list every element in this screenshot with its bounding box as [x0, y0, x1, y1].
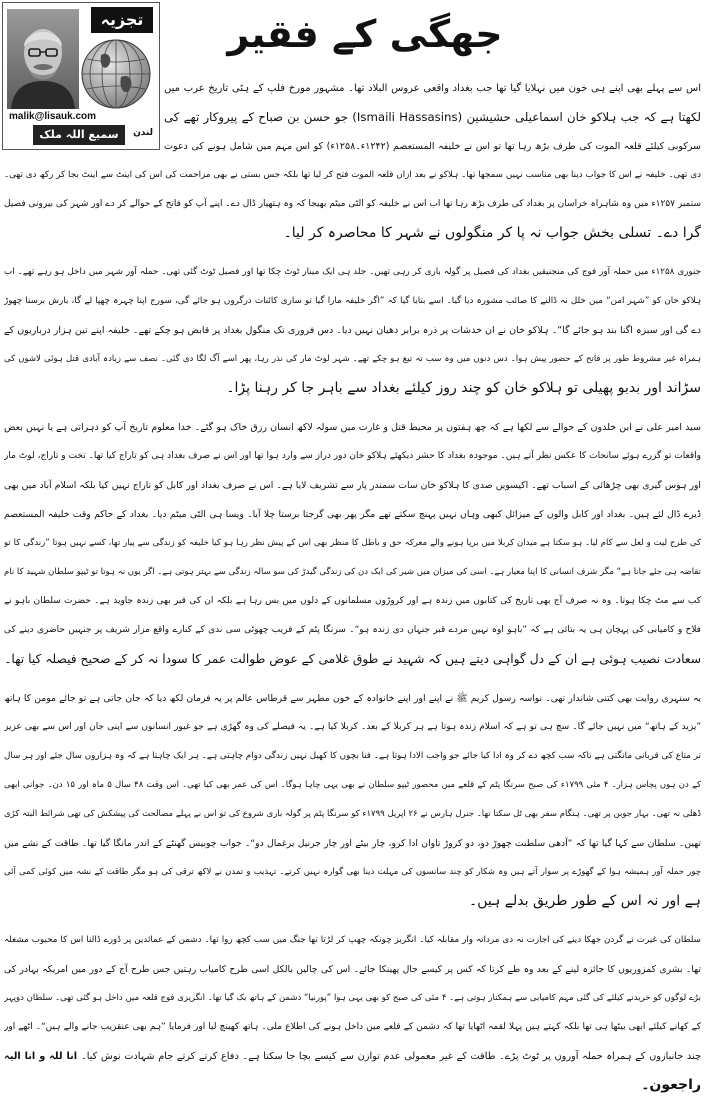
text-line: تھیں۔ سلطان سے کہا گیا تھا کہ ”آدھی سلطنت چھوڑ دو، دو کروڑ تاوان ادا کرو، چار بیٹے اور چار جرنیل یرغمال دو“۔ جواب چوبیس گھنٹے کے اندر مانگا گیا تھا۔ طاقت کے نشے میں	[4, 838, 701, 849]
text-line: کے کھانے کیلئے ابھی بیٹھا ہی تھا بلکہ کہتے ہیں پہلا لقمہ اٹھایا تھا کہ دشمن کے قلعے میں داخل ہونے کی اطلاع ملی۔ ہاتھ کھینچ لیا اور فرمایا ”ہم بھی عنقریب جانے والے ہیں“۔ اٹھے اور	[4, 1022, 701, 1032]
author-email: malik@lisauk.com	[9, 111, 97, 122]
paragraph-3	[4, 413, 701, 674]
text-line: ستمبر ۱۲۵۷ء میں وہ شاہراہ خراسان پر بغداد کی طرف بڑھ رہا تھا اب اس نے خلیفہ کو الٹی میٹم بھیجا کہ وہ ہتھیار ڈال دے۔ اپنے آپ کو فاتح کے حوالے کر دے اور شہر کی بیرونی فصیل	[4, 199, 701, 209]
text-line: سعادت نصیب ہوئی ہے ان کے دل گواہی دیتے ہیں کہ شہید نے طوق غلامی کے عوض طوالت عمر کا سودا نہ کر کے صحیح فیصلہ کیا تھا۔	[4, 652, 701, 666]
text-line: بڑے لوگوں کو خریدنے کیلئے کی گئی مہم کامیابی سے ہمکنار ہوتی ہے۔ ۴ مئی کی صبح کو بھی یہی ہوا ”پورنیا“ دشمن کے ہاتھ بک گیا تھا۔ انگریزی فوج قلعہ میں داخل ہو گئی تھی۔ سلطان دوپہر	[4, 993, 701, 1003]
text-line: فلاح و کامیابی کی پہچان ہی یہ بتائی ہے کہ ”باہو اوہ نہیں مردے قبر جنہاں دی زندہ ہو“۔ سرنگا پٹم کے قریب چھوٹی سی ندی کے کنارے واقع مزار شریف پر جنہیں حاضری دینے کی	[4, 625, 701, 635]
text-line: دے گی اور سبزہ اگنا بند ہو جائے گا“۔ ہلاکو خان نے ان خدشات پر ذرہ برابر دھیان نہیں دیا۔ دس فروری تک منگول بغداد پر قابض ہو چکے تھے۔ خلیفہ اپنے تین ہزار درباریوں کے	[4, 325, 701, 336]
text-line: سید امیر علی نے ابن خلدون کے حوالے سے لکھا ہے کہ چھ ہفتوں پر محیط قتل و غارت میں سولہ لاکھ انسان رزق خاک ہو گئے۔ خدا معلوم تاریخ آپ کو دہراتی ہے یا نہیں بعض	[4, 422, 701, 433]
text-line: ہمراہ غیر مشروط طور پر فاتح کے حضور پیش ہوا۔ دس دنوں میں وہ سب تہ تیغ ہو چکے تھے۔ شہر لوٹ مار کی نذر رہا، پھر اسے آگ لگا دی گئی۔ نصف سے زیادہ آبادی قتل ہوئی لاشوں کی	[4, 354, 701, 364]
closing-prayer-end: راجعون۔	[641, 1077, 701, 1093]
text-line: ڈیرے ڈال لئے ہیں۔ بغداد اور کابل والوں کے میزائل کبھی وہاں نہیں پہنچ سکتے تھے مگر پھر بھی گرجتا برستا چلا آیا۔ ویسا ہی الٹی میٹم دیا۔ بغداد کے حاکم وقت خلیفہ المستعصم	[4, 509, 701, 520]
text-line: جنوری ۱۲۵۸ء میں حملہ آور فوج کی منجنیقیں بغداد کی فصیل پر گولہ باری کر رہی تھیں۔ جلد ہی ایک مینار ٹوٹ چکا تھا اور فصیل ٹوٹ گئی تھی۔ حملہ آور شہر میں داخل ہو رہے تھے۔ اب	[4, 267, 701, 277]
paragraph-1	[4, 74, 701, 248]
text-line: کب سے مٹ چکا ہوتا۔ وہ نہ صرف آج بھی تاریخ کی کتابوں میں زندہ ہے اور کروڑوں مسلمانوں کے دلوں میں بس رہا ہے بلکہ ان کی قبر بھی زندہ جاوید ہے۔ حضرت سلطان باہو نے	[4, 596, 701, 606]
author-name: سمیع اللہ ملک	[33, 125, 125, 145]
text-line: اور ہوس گیری بھی چڑھائی کے اسباب تھے۔ اکیسویں صدی کا ہلاکو خان سات سمندر پار سے تشریف لایا ہے۔ اس نے صرف بغداد اور کابل کو تاراج نہیں کیا بلکہ اسلام آباد میں بھی	[4, 480, 701, 491]
column-tag: تجزیہ	[91, 7, 153, 33]
paragraph-4	[4, 684, 701, 916]
text-line: لکھتا ہے کہ جب ہلاکو خان اسماعیلی حشیشین (Ismaili Hassasins) جو حسن بن صباح کے پیروکار تھے کی	[164, 110, 701, 124]
text-line: ہلاکو خان کو ”شہر امن“ میں خلل نہ ڈالنے کا صائب مشورہ دیا گیا۔ اسے بتایا گیا کہ ”اگر خلیفہ مارا گیا تو ساری کائنات درگروں ہو جائے گی، سورج اپنا چہرہ چھپا لے گا، بارش برسنا چھوڑ	[4, 296, 701, 306]
final-line-text: چند جانبازوں کے ہمراہ حملہ آوروں پر ٹوٹ پڑے۔ طاقت کے غیر معمولی عدم توازن سے کیسے بچا جا سکتا ہے۔ دفاع کرتے کرتے جام شہادت نوش کیا۔	[81, 1051, 701, 1062]
paragraph-5	[4, 926, 701, 1100]
text-line: سرکوبی کیلئے قلعہ الموت کی طرف بڑھ رہا تھا تو اس نے خلیفہ المستعصم (۱۲۴۲ء۔۱۲۵۸ء) کو اس مہم میں شامل ہونے کی دعوت	[164, 141, 701, 152]
text-line: واقعات تو گزرے ہوئے سانحات کا عکس نظر آتے ہیں۔ موجودہ بغداد کا حشر دیکھئے ہلاکو خان دور دراز سے وارد ہوا تھا اور اس نے صرف بغداد ہی کو تاراج کیا تھا۔ تخت و تاراج، لوٹ مار	[4, 451, 701, 461]
text-line: تھا۔ بشری کمزوریوں کا جائزہ لینے کے بعد وہ طے کرتا کہ کس پر کیسے جال پھینکا جائے۔ اس کی چالیں بالکل اسی طرح کامیاب رہتیں جس طرح آج کے دور میں امریکہ بہادر کی	[4, 964, 701, 975]
closing-prayer: انا للہ و انا الیہ	[4, 1051, 82, 1062]
text-line: ”یزید کے ہاتھ“ میں نہیں جائے گا۔ سچ ہی تو ہے کہ اسلام زندہ ہوتا ہے ہر کربلا کے بعد۔ کربلا کیا ہے۔ یہ فیصلے کی وہ گھڑی ہے جو غیور انسانوں سے اپنی جان اور اس سے بھی عزیز	[4, 722, 701, 732]
text-line: تقاضہ ہی جئے جانا ہے“ مگر شرف انسانی کا اپنا معیار ہے۔ اسی کی میزان میں شیر کی ایک دن کی زندگی گیدڑ کی سو سالہ زندگی سے بہتر ہوتی ہے۔ اگر یوں نہ ہوتا تو ٹیپو سلطان شہید کا نام	[4, 567, 701, 577]
text-line: تر متاع کی قربانی مانگتی ہے تاکہ سب کچھ دے کر وہ ادا کیا جائے جو واجب الادا ہوتا ہے۔ فنا بچوں کا کھیل نہیں زندگی دوام چاہتی ہے۔ ہر ایک چاہتا ہے کہ وہ ہزاروں سال جئے اور ہر سال	[4, 751, 701, 761]
text-line: گرا دے۔ تسلی بخش جواب نہ پا کر منگولوں نے شہر کا محاصرہ کر لیا۔	[283, 225, 701, 241]
article-body	[4, 74, 701, 1110]
text-line: سڑاند اور بدبو پھیلی تو ہلاکو خان کو چند روز کیلئے بغداد سے باہر جا کر رہنا پڑا۔	[226, 380, 701, 396]
text-line: ہے اور نہ اس کے طور طریق بدلے ہیں۔	[469, 893, 701, 909]
author-city: لندن	[133, 128, 153, 138]
text-line: کی طرح لیت و لعل سے کام لیا۔ ہو سکتا ہے میدان کربلا میں برپا ہونے والے معرکہ حق و باطل کا منظر بھی اس کے پیش نظر رہا ہو کیا خلیفہ کو زندگی سے پیار تھا، کسے نہیں ہوتا ”زندگی کا تو	[4, 538, 701, 548]
text-line: ڈھلی نہ تھی۔ بہار جوبن پر تھی۔ ہنگام سفر بھی ٹل سکتا تھا۔ جنرل ہارس نے ۲۶ اپریل ۱۷۹۹ء کو سرنگا پٹم پر گولہ باری شروع کی تو اس نے پہلے مصالحت کی پیشکش کی تھی شرائط البتہ کڑی	[4, 809, 701, 819]
column-title: جھگی کے فقیر	[227, 12, 503, 56]
text-line: دی تھی۔ خلیفہ نے اس کا جواب دینا بھی مناسب نہیں سمجھا تھا۔ ہلاکو نے بعد ازاں قلعہ الموت فتح کر لیا تھا بلکہ جس بستی نے بھی مزاحمت کی اس کی اینٹ سے اینٹ بجا کر رکھ دی تھی۔	[4, 170, 701, 180]
text-line-final	[4, 1042, 701, 1071]
paragraph-2	[4, 258, 701, 403]
text-line: چور حملہ آور ہمیشہ ہوا کے گھوڑے پر سوار آتے ہیں وہ شکار کو چند سانسوں کی مہلت دینا بھی گوارہ نہیں کرتے۔ تہذیب و تمدن نے لاکھ ترقی کی ہو مگر طاقت کے نشہ میں کوئی کمی آئی	[4, 867, 701, 877]
text-line: سلطان کی غیرت نے گردن جھکا دینے کی اجازت نہ دی مردانہ وار مقابلہ کیا۔ انگریز چونکہ چھپ کر لڑتا تھا جنگ میں سب کچھ روا تھا۔ دشمن کے عمائدین پر ڈورے ڈالنا اس کا محبوب مشغلہ	[4, 935, 701, 945]
text-line: یہ سنہری روایت بھی کتنی شاندار تھی۔ نواسہ رسول کریم ﷺ نے اپنے اور اپنے خانوادہ کے خون مطہر سے قرطاس عالم پر یہ فرمان لکھ دیا کہ جان جاتی ہے تو جائے مومن کا ہاتھ	[4, 693, 701, 704]
text-line: اس سے پہلے بھی اپنے ہی خون میں نہلایا گیا تھا جب بغداد واقعی عروس البلاد تھا۔ مشہور مورخ فلپ کے ہٹی تاریخ عرب میں	[164, 83, 701, 94]
text-line: کے دن ہوں پچاس ہزار۔ ۴ مئی ۱۷۹۹ء کی صبح سرنگا پٹم کے قلعے میں محصور ٹیپو سلطان نے بھی یہی چاہا ہوگا۔ اس کی عمر بھی کیا تھی۔ اس وقت ۴۸ سال ۵ ماہ اور ۱۵ دن۔ جوانی ابھی	[4, 780, 701, 790]
